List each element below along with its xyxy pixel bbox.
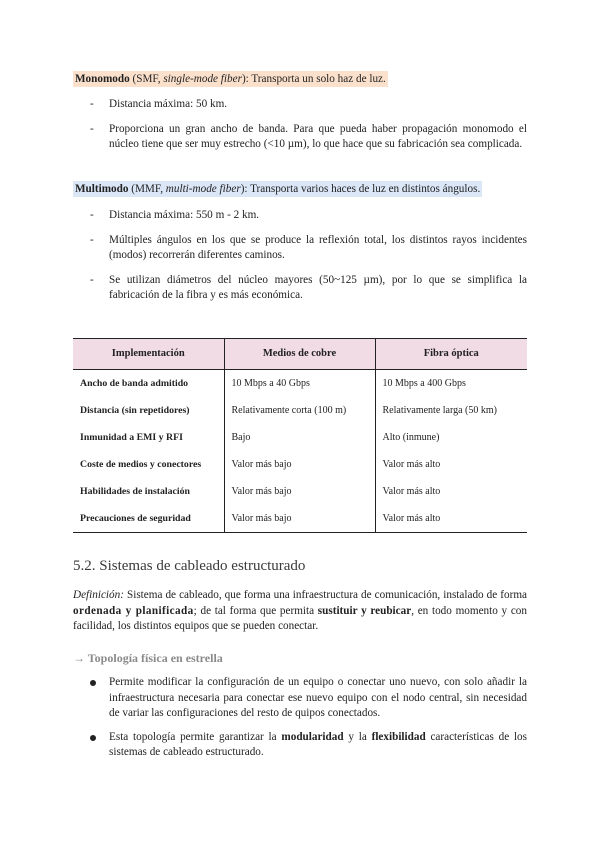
bullet2-text-2: y la xyxy=(343,730,372,743)
table-cell: Valor más bajo xyxy=(224,478,375,505)
definition-paragraph xyxy=(73,588,527,635)
monomodo-paren: (SMF, xyxy=(129,73,164,85)
section-title: 5.2. Sistemas de cableado estructurado xyxy=(73,558,306,574)
definition-text-3: , en todo momento y con facilidad, los distintos equipos que se pueden conectar. xyxy=(73,604,527,632)
monomodo-heading xyxy=(73,72,527,88)
table-cell: 10 Mbps a 400 Gbps xyxy=(375,370,527,398)
list-item: Permite modificar la configuración de un equipo o conectar uno nuevo, con solo añadir la infraestructura necesaria para conectar ese nuevo equipo con el nodo central, sin necesidad de variar las configuraciones del resto de quipos conectados. xyxy=(73,675,527,722)
monomodo-italic: single-mode fiber xyxy=(163,73,242,85)
table-row xyxy=(73,424,527,451)
list-item: - Se utilizan diámetros del núcleo mayores (50~125 µm), por lo que se simplifica la fabricación de la fibra y es más económica. xyxy=(73,273,527,304)
table-cell: Alto (inmune) xyxy=(375,424,527,451)
multimodo-heading xyxy=(73,182,527,198)
table-cell: Valor más bajo xyxy=(224,505,375,533)
bullet2-text-1: Esta topología permite garantizar la xyxy=(109,730,282,743)
monomodo-list xyxy=(73,97,527,162)
table-cell: Coste de medios y conectores xyxy=(80,458,202,470)
table-row xyxy=(73,370,527,398)
table-row xyxy=(73,478,527,505)
definition-bold-1: ordenada y planificada xyxy=(73,604,194,617)
table-cell: Relativamente corta (100 m) xyxy=(224,397,375,424)
table-cell: Distancia (sin repetidores) xyxy=(80,404,190,416)
list-item: - Múltiples ángulos en los que se produce la reflexión total, los distintos rayos incidentes (modos) recorrerán diferentes caminos. xyxy=(73,233,527,264)
comparison-table xyxy=(73,338,527,533)
bullet2-text-3: características de los sistemas de cableado estructurado. xyxy=(109,730,528,758)
table-cell: Valor más alto xyxy=(375,478,527,505)
header-fibra-optica: Fibra óptica xyxy=(375,339,527,370)
header-implementacion: Implementación xyxy=(73,339,224,370)
multimodo-term: Multimodo xyxy=(75,183,129,195)
table-row xyxy=(73,397,527,424)
list-item: - Distancia máxima: 550 m - 2 km. xyxy=(73,208,527,224)
definition-label: Definición: xyxy=(73,589,124,601)
table-cell: Habilidades de instalación xyxy=(80,485,190,497)
header-medios-cobre: Medios de cobre xyxy=(224,339,375,370)
bullet2-bold-1: modularidad xyxy=(281,730,344,743)
definition-text-1: Sistema de cableado, que forma una infraestructura de comunicación, instalado de forma xyxy=(123,589,527,601)
table-cell: Valor más bajo xyxy=(224,451,375,478)
table-cell: Ancho de banda admitido xyxy=(80,377,189,389)
table-row xyxy=(73,505,527,533)
list-item: - Distancia máxima: 50 km. xyxy=(73,97,527,113)
topology-list xyxy=(73,675,527,769)
subheading-topologia: → Topología física en estrella xyxy=(73,651,223,665)
table-cell: Bajo xyxy=(224,424,375,451)
multimodo-paren: (MMF, xyxy=(128,183,166,195)
monomodo-term: Monomodo xyxy=(75,73,130,85)
table-cell: Inmunidad a EMI y RFI xyxy=(80,431,183,443)
list-item xyxy=(73,730,527,761)
definition-text-2: ; de tal forma que permita xyxy=(193,604,318,617)
table-header-row xyxy=(73,339,527,370)
table-row xyxy=(73,451,527,478)
multimodo-list xyxy=(73,208,527,313)
bullet2-bold-2: flexibilidad xyxy=(371,730,426,743)
monomodo-highlight xyxy=(73,71,388,87)
multimodo-italic: multi-mode fiber xyxy=(165,183,241,195)
definition-bold-2: sustituir y reubicar xyxy=(317,604,412,617)
table-cell: Valor más alto xyxy=(375,451,527,478)
table-cell: Precauciones de seguridad xyxy=(73,505,224,533)
multimodo-description: ): Transporta varios haces de luz en distintos ángulos. xyxy=(240,183,481,195)
multimodo-highlight xyxy=(73,181,482,197)
table-cell: 10 Mbps a 40 Gbps xyxy=(224,370,375,398)
table-cell: Valor más alto xyxy=(375,505,527,533)
table-cell: Relativamente larga (50 km) xyxy=(375,397,527,424)
list-item: - Proporciona un gran ancho de banda. Para que pueda haber propagación monomodo el núcleo tiene que ser muy estrecho (<10 µm), lo que hace que su fabricación sea complicada. xyxy=(73,122,527,153)
monomodo-description: ): Transporta un solo haz de luz. xyxy=(241,73,386,85)
